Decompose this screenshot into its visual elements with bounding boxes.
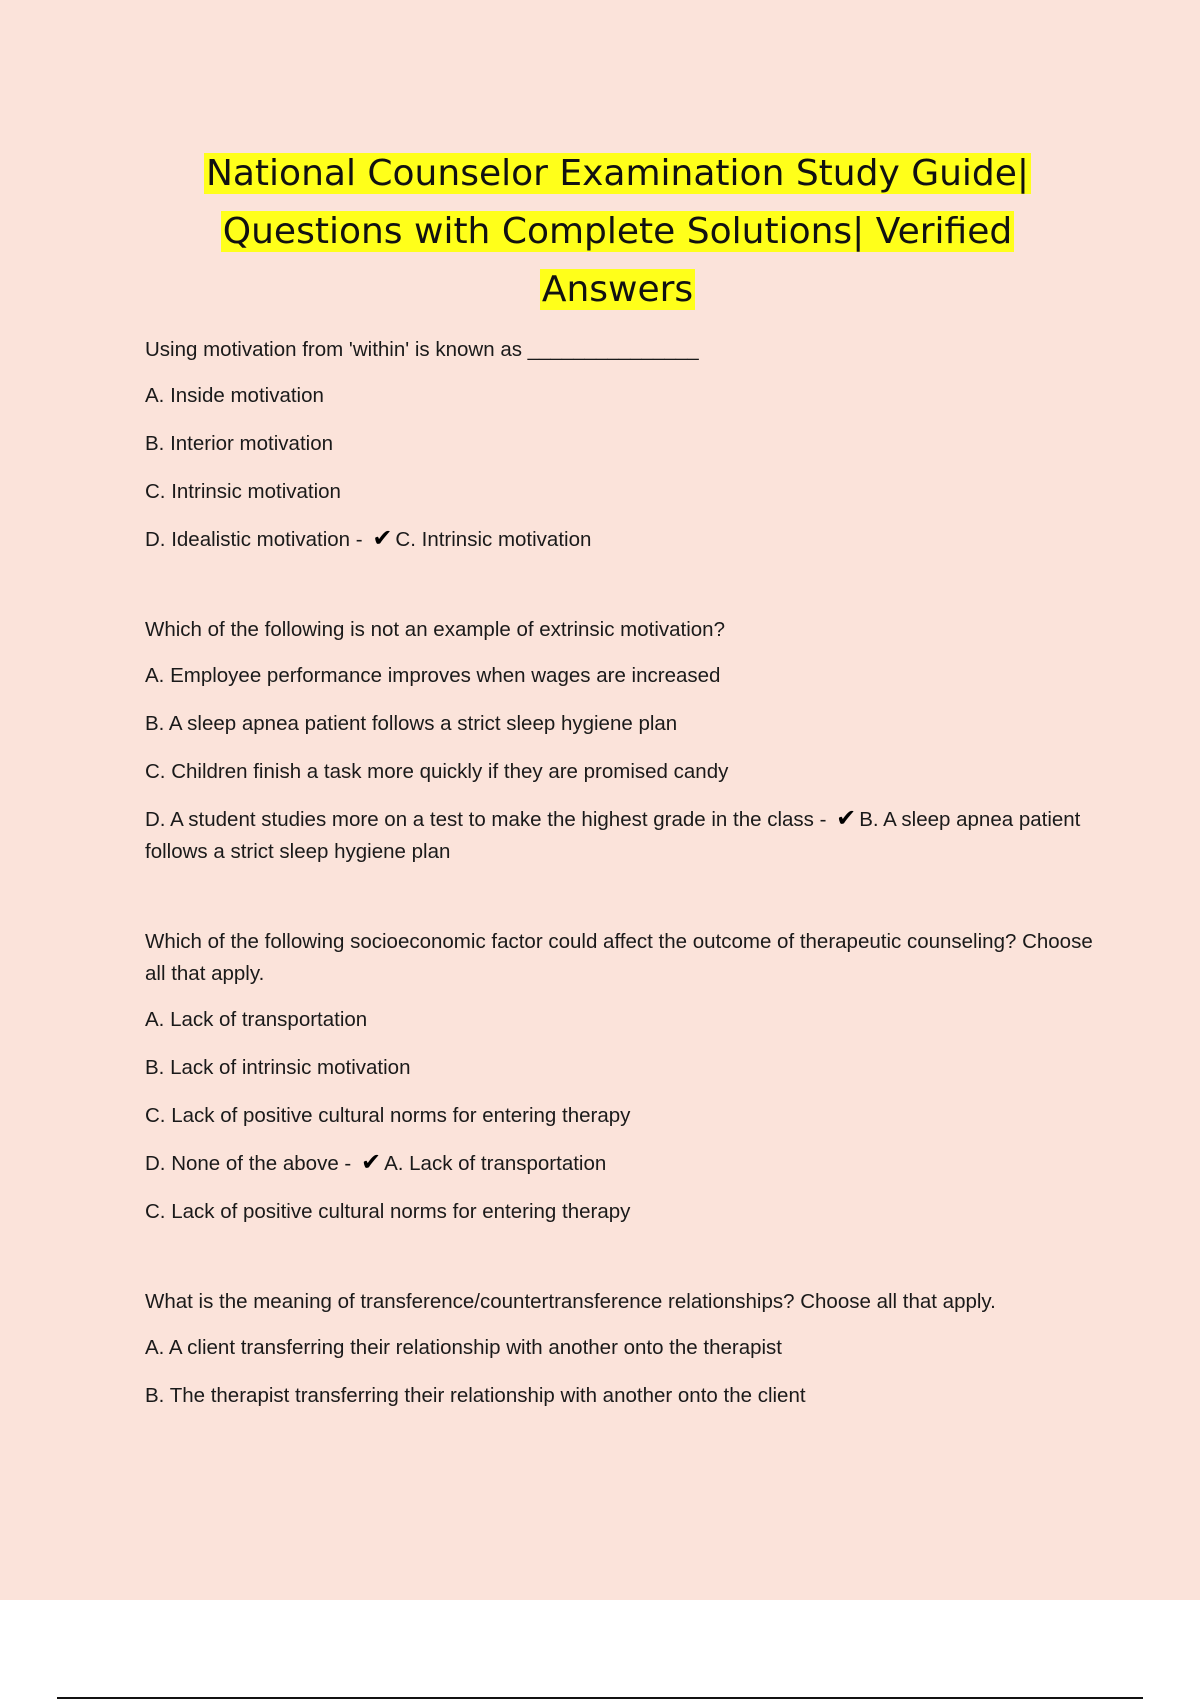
document-title — [130, 145, 1105, 319]
option-b: B. The therapist transferring their relationship with another onto the client — [145, 1384, 806, 1407]
option-b: B. Interior motivation — [145, 432, 333, 455]
option-d: D. Idealistic motivation - — [145, 528, 363, 551]
question-3 — [145, 926, 1095, 1228]
option-a: A. Inside motivation — [145, 384, 324, 407]
option-a: A. A client transferring their relationship with another onto the therapist — [145, 1336, 783, 1359]
answer-text: A. Lack of transportation — [384, 1152, 607, 1175]
question-list — [145, 334, 1095, 1428]
option-d-with-answer — [145, 1148, 1095, 1180]
title-line-1: National Counselor Examination Study Guide| — [205, 153, 1030, 194]
option-a: A. Employee performance improves when wages are increased — [145, 664, 721, 687]
option-d: D. A student studies more on a test to make the highest grade in the class - — [145, 808, 827, 831]
option-b: B. Lack of intrinsic motivation — [145, 1056, 411, 1079]
title-line-2: Questions with Complete Solutions| Verified — [222, 211, 1013, 252]
option-d-with-answer — [145, 524, 1095, 556]
answer-text: C. Intrinsic motivation — [395, 528, 592, 551]
question-2 — [145, 614, 1095, 868]
option-c: C. Intrinsic motivation — [145, 480, 341, 503]
option-c: C. Children finish a task more quickly if they are promised candy — [145, 760, 729, 783]
option-b: B. A sleep apnea patient follows a strict sleep hygiene plan — [145, 712, 678, 735]
question-text: Which of the following is not an example of extrinsic motivation? — [145, 618, 725, 641]
answer-text-continued: C. Lack of positive cultural norms for entering therapy — [145, 1200, 631, 1223]
question-text: Using motivation from 'within' is known as _______________ — [145, 338, 699, 361]
question-text: Which of the following socioeconomic factor could affect the outcome of therapeutic counseling? Choose all that apply. — [145, 930, 1093, 985]
check-mark-icon: ✔ — [372, 525, 393, 552]
option-d-with-answer — [145, 804, 1095, 868]
check-mark-icon: ✔ — [836, 805, 857, 832]
title-line-3: Answers — [541, 269, 694, 310]
question-1 — [145, 334, 1095, 556]
question-text: What is the meaning of transference/countertransference relationships? Choose all that apply. — [145, 1290, 996, 1313]
check-mark-icon: ✔ — [360, 1149, 382, 1176]
option-c: C. Lack of positive cultural norms for entering therapy — [145, 1104, 631, 1127]
option-a: A. Lack of transportation — [145, 1008, 368, 1031]
question-4 — [145, 1286, 1095, 1412]
option-d: D. None of the above - — [145, 1152, 352, 1175]
answer-text: B. A sleep apnea patient follows a strict sleep hygiene plan — [145, 808, 1081, 863]
footer-divider — [57, 1697, 1143, 1699]
